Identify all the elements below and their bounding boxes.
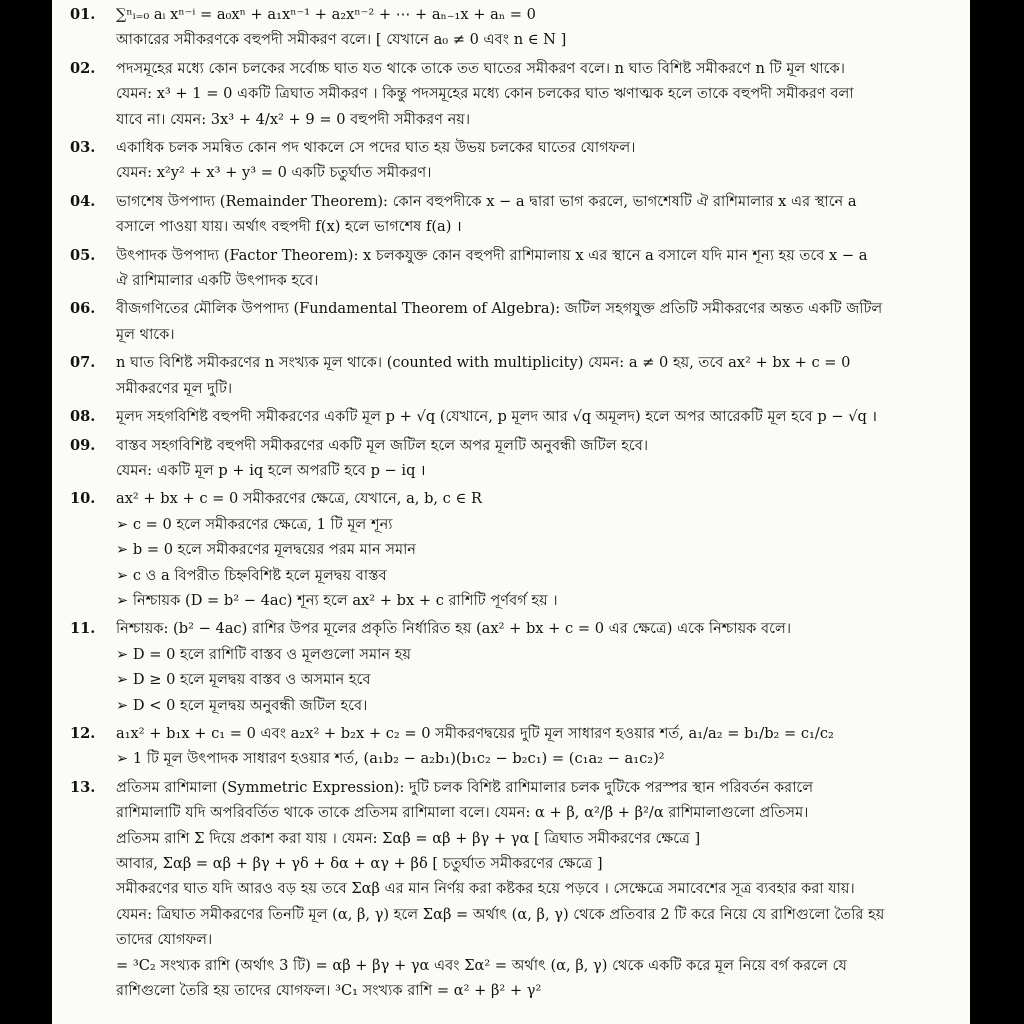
text-line: রাশিগুলো তৈরি হয় তাদের যোগফল। ³C₁ সংখ্যক রাশি = α² + β² + γ² (116, 982, 542, 1000)
text-line: যেমন: x³ + 1 = 0 একটি ত্রিঘাত সমীকরণ । কিন্তু পদসমূহের মধ্যে কোন চলকের ঘাত ঋণাত্মক হলে তাকে বহুপদী সমীকরণ বলা (116, 85, 854, 103)
bullet-line: ➢ নিশ্চায়ক (D = b² − 4ac) শূন্য হলে ax² + bx + c রাশিটি পূর্ণবর্গ হয় । (116, 591, 558, 609)
item-body (116, 433, 950, 484)
item-number: 08. (70, 408, 96, 426)
item-07 (70, 350, 950, 401)
item-number: 03. (70, 139, 96, 157)
item-number: 12. (70, 724, 96, 742)
text-line: ax² + bx + c = 0 সমীকরণের ক্ষেত্রে, যেখানে, a, b, c ∈ R (116, 490, 482, 508)
text-line: = ³C₂ সংখ্যক রাশি (অর্থাৎ 3 টি) = αβ + βγ + γα এবং Σα² = অর্থাৎ (α, β, γ) থেকে একটি করে মূল নিয়ে বর্গ করলে যে (116, 956, 847, 974)
item-body (116, 189, 950, 240)
item-09 (70, 433, 950, 484)
text-line: সমীকরণের মূল দুটি। (116, 379, 233, 397)
text-line: একাধিক চলক সমন্বিত কোন পদ থাকলে সে পদের ঘাত হয় উভয় চলকের ঘাতের যোগফল। (116, 139, 636, 157)
item-04 (70, 189, 950, 240)
text-line: আবার, Σαβ = αβ + βγ + γδ + δα + αγ + βδ [ চতুর্ঘাত সমীকরণের ক্ষেত্রে ] (116, 855, 603, 872)
text-line: নিশ্চায়ক: (b² − 4ac) রাশির উপর মূলের প্রকৃতি নির্ধারিত হয় (ax² + bx + c = 0 এর ক্ষেত্রে) একে নিশ্চায়ক বলে। (116, 620, 792, 638)
item-number: 11. (70, 620, 96, 638)
item-01 (70, 2, 950, 53)
bullet-line: ➢ c = 0 হলে সমীকরণের ক্ষেত্রে, 1 টি মূল শূন্য (116, 515, 393, 533)
text-line: যাবে না। যেমন: 3x³ + 4/x² + 9 = 0 বহুপদী সমীকরণ নয়। (116, 110, 471, 128)
text-line: তাদের যোগফল। (116, 931, 213, 949)
item-body (116, 486, 950, 613)
item-body (116, 56, 950, 132)
item-number: 10. (70, 490, 96, 508)
text-line: যেমন: x²y² + x³ + y³ = 0 একটি চতুর্ঘাত সমীকরণ। (116, 164, 432, 182)
bullet-line: ➢ D ≥ 0 হলে মূলদ্বয় বাস্তব ও অসমান হবে (116, 671, 371, 689)
text-line: a₁x² + b₁x + c₁ = 0 এবং a₂x² + b₂x + c₂ = 0 সমীকরণদ্বয়ের দুটি মূল সাধারণ হওয়ার শর্ত, a₁/a₂ = b₁/b₂ = c₁/c₂ (116, 724, 834, 742)
item-body (116, 243, 950, 294)
item-03 (70, 135, 950, 186)
item-12 (70, 721, 950, 772)
item-number: 07. (70, 354, 96, 372)
item-number: 06. (70, 300, 96, 318)
text-line: মূল থাকে। (116, 325, 175, 343)
text-line: বসালে পাওয়া যায়। অর্থাৎ বহুপদী f(x) হলে ভাগশেষ f(a) । (116, 218, 462, 236)
text-line: বীজগণিতের মৌলিক উপপাদ্য (Fundamental Theorem of Algebra): জটিল সহগযুক্ত প্রতিটি সমীকরণের অন্তত একটি জটিল (116, 300, 883, 318)
text-line: n ঘাত বিশিষ্ট সমীকরণের n সংখ্যক মূল থাকে। (counted with multiplicity) যেমন: a ≠ 0 হয়, তবে ax² + bx + c = 0 (116, 354, 851, 372)
bullet-line: ➢ c ও a বিপরীত চিহ্নবিশিষ্ট হলে মূলদ্বয় বাস্তব (116, 566, 387, 584)
item-body (116, 721, 950, 772)
text-line: যেমন: ত্রিঘাত সমীকরণের তিনটি মূল (α, β, γ) হলে Σαβ = অর্থাৎ (α, β, γ) থেকে প্রতিবার 2 টি করে নিয়ে যে রাশিগুলো তৈরি হয় (116, 905, 885, 923)
item-10 (70, 486, 950, 613)
text-line: প্রতিসম রাশি Σ দিয়ে প্রকাশ করা যায় । যেমন: Σαβ = αβ + βγ + γα [ ত্রিঘাত সমীকরণের ক্ষেত্রে ] (116, 829, 701, 847)
bullet-line: ➢ D < 0 হলে মূলদ্বয় অনুবন্ধী জটিল হবে। (116, 696, 368, 714)
item-06 (70, 296, 950, 347)
item-body (116, 775, 950, 1004)
text-line: ভাগশেষ উপপাদ্য (Remainder Theorem): কোন বহুপদীকে x − a দ্বারা ভাগ করলে, ভাগশেষটি ঐ রাশিমালার x এর স্থানে a (116, 192, 857, 210)
item-number: 13. (70, 778, 96, 796)
item-number: 05. (70, 246, 96, 264)
text-line: পদসমূহের মধ্যে কোন চলকের সর্বোচ্চ ঘাত যত থাকে তাকে তত ঘাতের সমীকরণ বলে। n ঘাত বিশিষ্ট সমীকরণে n টি মূল থাকে। (116, 59, 845, 77)
bullet-line: ➢ b = 0 হলে সমীকরণের মূলদ্বয়ের পরম মান সমান (116, 541, 417, 559)
item-number: 09. (70, 436, 96, 454)
item-08 (70, 404, 950, 429)
text-line: বাস্তব সহগবিশিষ্ট বহুপদী সমীকরণের একটি মূল জটিল হলে অপর মূলটি অনুবন্ধী জটিল হবে। (116, 436, 649, 454)
item-number: 04. (70, 192, 96, 210)
item-body (116, 2, 950, 53)
item-body (116, 296, 950, 347)
item-02 (70, 56, 950, 132)
text-line: সমীকরণের ঘাত যদি আরও বড় হয় তবে Σαβ এর মান নির্ণয় করা কষ্টকর হয়ে পড়বে । সেক্ষেত্রে সমাবেশের সূত্র ব্যবহার করা যায়। (116, 880, 855, 898)
text-line: আকারের সমীকরণকে বহুপদী সমীকরণ বলে। [ যেখানে a₀ ≠ 0 এবং n ∈ N ] (116, 31, 567, 49)
text-line: ঐ রাশিমালার একটি উৎপাদক হবে। (116, 272, 319, 290)
scanned-page (52, 0, 970, 1024)
item-number: 01. (70, 6, 96, 23)
item-05 (70, 243, 950, 294)
item-body (116, 135, 950, 186)
notes-list (70, 2, 950, 1003)
item-11 (70, 616, 950, 718)
item-body (116, 350, 950, 401)
item-body (116, 616, 950, 718)
text-line: রাশিমালাটি যদি অপরিবর্তিত থাকে তাকে প্রতিসম রাশিমালা বলে। যেমন: α + β, α²/β + β²/α রাশিমালাগুলো প্রতিসম। (116, 804, 809, 822)
text-line: প্রতিসম রাশিমালা (Symmetric Expression): দুটি চলক বিশিষ্ট রাশিমালার চলক দুটিকে পরস্পর স্থান পরিবর্তন করালে (116, 778, 814, 796)
item-body (116, 404, 950, 429)
text-line: ∑ⁿᵢ₌₀ aᵢ xⁿ⁻ⁱ = a₀xⁿ + a₁xⁿ⁻¹ + a₂xⁿ⁻² + ⋯ + aₙ₋₁x + aₙ = 0 (116, 6, 536, 23)
bullet-line: ➢ 1 টি মূল উৎপাদক সাধারণ হওয়ার শর্ত, (a₁b₂ − a₂b₁)(b₁c₂ − b₂c₁) = (c₁a₂ − a₁c₂)² (116, 750, 665, 768)
text-line: যেমন: একটি মূল p + iq হলে অপরটি হবে p − iq । (116, 461, 426, 479)
item-number: 02. (70, 59, 96, 77)
text-line: মূলদ সহগবিশিষ্ট বহুপদী সমীকরণের একটি মূল p + √q (যেখানে, p মূলদ আর √q অমূলদ) হলে অপর আরেকটি মূল হবে p − √q । (116, 408, 878, 426)
bullet-line: ➢ D = 0 হলে রাশিটি বাস্তব ও মূলগুলো সমান হয় (116, 645, 411, 663)
text-line: উৎপাদক উপপাদ্য (Factor Theorem): x চলকযুক্ত কোন বহুপদী রাশিমালায় x এর স্থানে a বসালে যদি মান শূন্য হয় তবে x − a (116, 246, 868, 264)
item-13 (70, 775, 950, 1004)
